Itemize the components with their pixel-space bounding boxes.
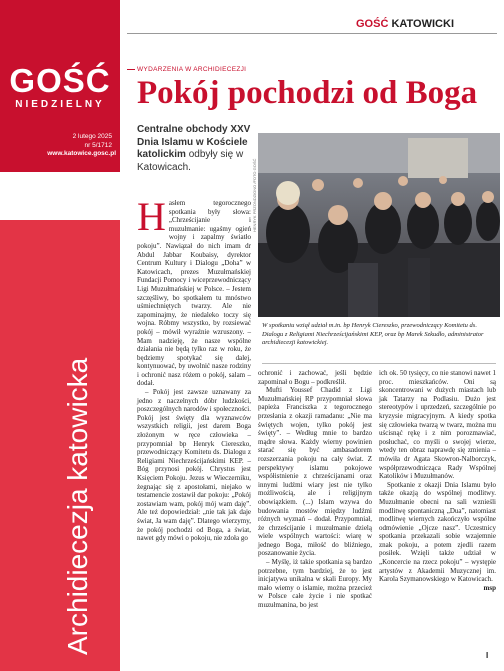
caption-divider	[262, 363, 496, 364]
masthead-region: KATOWICKI	[391, 18, 454, 30]
column-1	[137, 194, 251, 543]
photo-illustration	[258, 133, 500, 317]
paragraph: asłem tegorocznego spotkania były słowa: „Chrześcijanie i muzułmanie: ugaśmy ogień wojny i zapalmy światło pokoju”. Nawiązał do nich imam dr Abdul Jabbar Koubaisy, dyrektor Centrum Kultury i Dialogu „Doha” w Katowicach, prezes Muzułmańskiej Fundacji Pomocy i wiceprzewodniczący Ligi Muzułmańskiej w Polsce. – Jestem szczęśliwy, bo spotkałem tu mnóstwo uśmiechniętych twarzy. Ale nie zapominajmy, że niedaleko toczy się wojna. Róbmy wszystko, by rozsiewać pokój – mówił wyraźnie wzruszony. – Mam nadzieję, że nasze wspólne działania nie będą tylko raz w roku, że będziemy spotykać się dalej, kontynuować, by uwolnić nasze rodziny i ochronić nasz różem o pokój, salam – dodał.	[137, 199, 251, 388]
section-label: WYDARZENIA W ARCHIDIECEZJI	[137, 66, 247, 73]
issue-date: 2 lutego 2025	[72, 133, 112, 140]
sidebar	[0, 0, 120, 671]
paragraph: ochronić i zachować, jeśli będzie zapominał o Bogu – podkreślił.	[258, 369, 372, 386]
logo-sub: NIEDZIELNY	[15, 99, 105, 110]
article-title: Pokój pochodzi od Boga	[137, 75, 478, 111]
paragraph: Spotkanie z okazji Dnia Islamu było także okazją do wspólnej modlitwy. Muzułmanie obecni na sali wznieśli modlitwę spontaniczną „Dua”, natomiast modlitwę wiernych zakończyło wspólne odmówienie „Ojcze nasz”. Uczestnicy spotkania przekazali sobie wzajemnie znak pokoju, a potem zjedli razem posiłek. Wzięli także udział w „Koncercie na rzecz pokoju” – występie artystów z Akademii Muzycznej im. Karola Szymanowskiego w Katowicach.	[379, 480, 496, 584]
column-3	[379, 369, 496, 592]
page-number: I	[486, 651, 489, 660]
photo-caption: W spotkaniu wziął udział m.in. bp Henryk Ciereszko, przewodniczący Komitetu ds. Dialogu z Religiami Niechrześcijańskimi KEP, oraz bp Marek Szkudło, administrator archidiecezji katowickiej.	[262, 322, 484, 346]
paragraph: – Pokój jest zawsze uznawany za jedno z naczelnych dóbr ludzkości, poszczególnych narodów i społeczności. Pokój jest święty dla wyznawców wszystkich religii, jest darem Boga złożonym w ręce człowieka – przypomniał bp Henryk Ciereszko, przewodniczący Komitetu ds. Dialogu z Religiami Niechrześcijańskimi KEP. – Bóg przynosi pokój. Chrystus jest Księciem Pokoju. Jezus w Wieczerniku, żegnając się z apostołami, niejako w testamencie zostawił dar pokoju: „Pokój zostawiam wam, pokój mój wam daję”. Ale też dopowiedział: „nie tak jak daje świat, Ja wam daję”. Dlatego wierzymy, że pokój pochodzi od Boga, a świat, nawet gdy mówi o pokoju, nie zdoła go	[137, 388, 251, 543]
article-lead	[137, 124, 257, 174]
author-byline: msp	[483, 583, 496, 592]
sidebar-band	[0, 220, 120, 671]
lead-bold: Centralne obchody XXV Dnia Islamu w Kościele katolickim	[137, 124, 251, 160]
masthead-brand: GOŚĆ	[356, 18, 389, 30]
paragraph: ich ok. 50 tysięcy, co nie stanowi nawet 1 proc. mieszkańców. Oni są skoncentrowani w dużych miastach lub jak Tatarzy na Podlasiu. Dużo jest stereotypów i uprzedzeń, szczególnie po kryzysie migracyjnym. A kiedy spotka się człowieka twarzą w twarz, można mu uścisnąć rękę i z nim porozmawiać, posłuchać, co myśli o swojej wierze, wtedy ten obraz naprawdę się zmienia – mówiła dr Agata Skowron-Nalborczyk, współprzewodnicząca Rady Wspólnej Katolików i Muzułmanów.	[379, 369, 496, 481]
lead-rest: odbyły się w Katowicach.	[137, 149, 244, 173]
issue-number: nr 5/1712	[84, 142, 112, 149]
masthead	[356, 18, 454, 30]
vertical-title: Archidiecezja katowicka	[62, 357, 93, 655]
logo-main: GOŚĆ	[9, 62, 111, 99]
event-photo	[258, 133, 500, 317]
section-rule	[127, 69, 135, 70]
drop-cap: H	[137, 194, 166, 239]
photo-credit: HENRYK PRZONDZIONO /FOTO GOŚĆ	[252, 158, 257, 232]
top-divider	[127, 33, 497, 34]
website-link[interactable]: www.katowice.gosc.pl	[47, 150, 116, 157]
logo	[0, 64, 120, 110]
paragraph: – Myślę, iż takie spotkania są bardzo potrzebne, tym bardziej, że to jest inicjatywa unikalna w skali Europy. My mało wiemy o islamie, można przecież w Polsce całe życie i nie spotkać muzułmanina, bo jest	[258, 558, 372, 610]
column-2	[258, 369, 372, 610]
paragraph: Mufti Youssef Chadid z Ligi Muzułmańskiej RP przypomniał słowa papieża Franciszka z tegorocznego przesłania z okazji ramadanu: „Nie ma świętych wojen, tylko pokój jest święty”. – Według mnie to bardzo mądre słowa. Każdy wierny powinien starać się być ambasadorem rozszerzania pokoju na cały świat. Z perspektywy islamu pokojowe współistnienie z chrześcijanami oraz innymi ludźmi wiary jest nie tylko możliwością, ale i religijnym obowiązkiem. (...) Islam wzywa do budowania mostów między ludźmi różnych wyznań – dodał. Przypomniał, że chrześcijanie i muzułmanie dzielą wiele wspólnych wartości: wiarę w jednego Boga, miłość do bliźniego, poszanowanie życia.	[258, 386, 372, 558]
